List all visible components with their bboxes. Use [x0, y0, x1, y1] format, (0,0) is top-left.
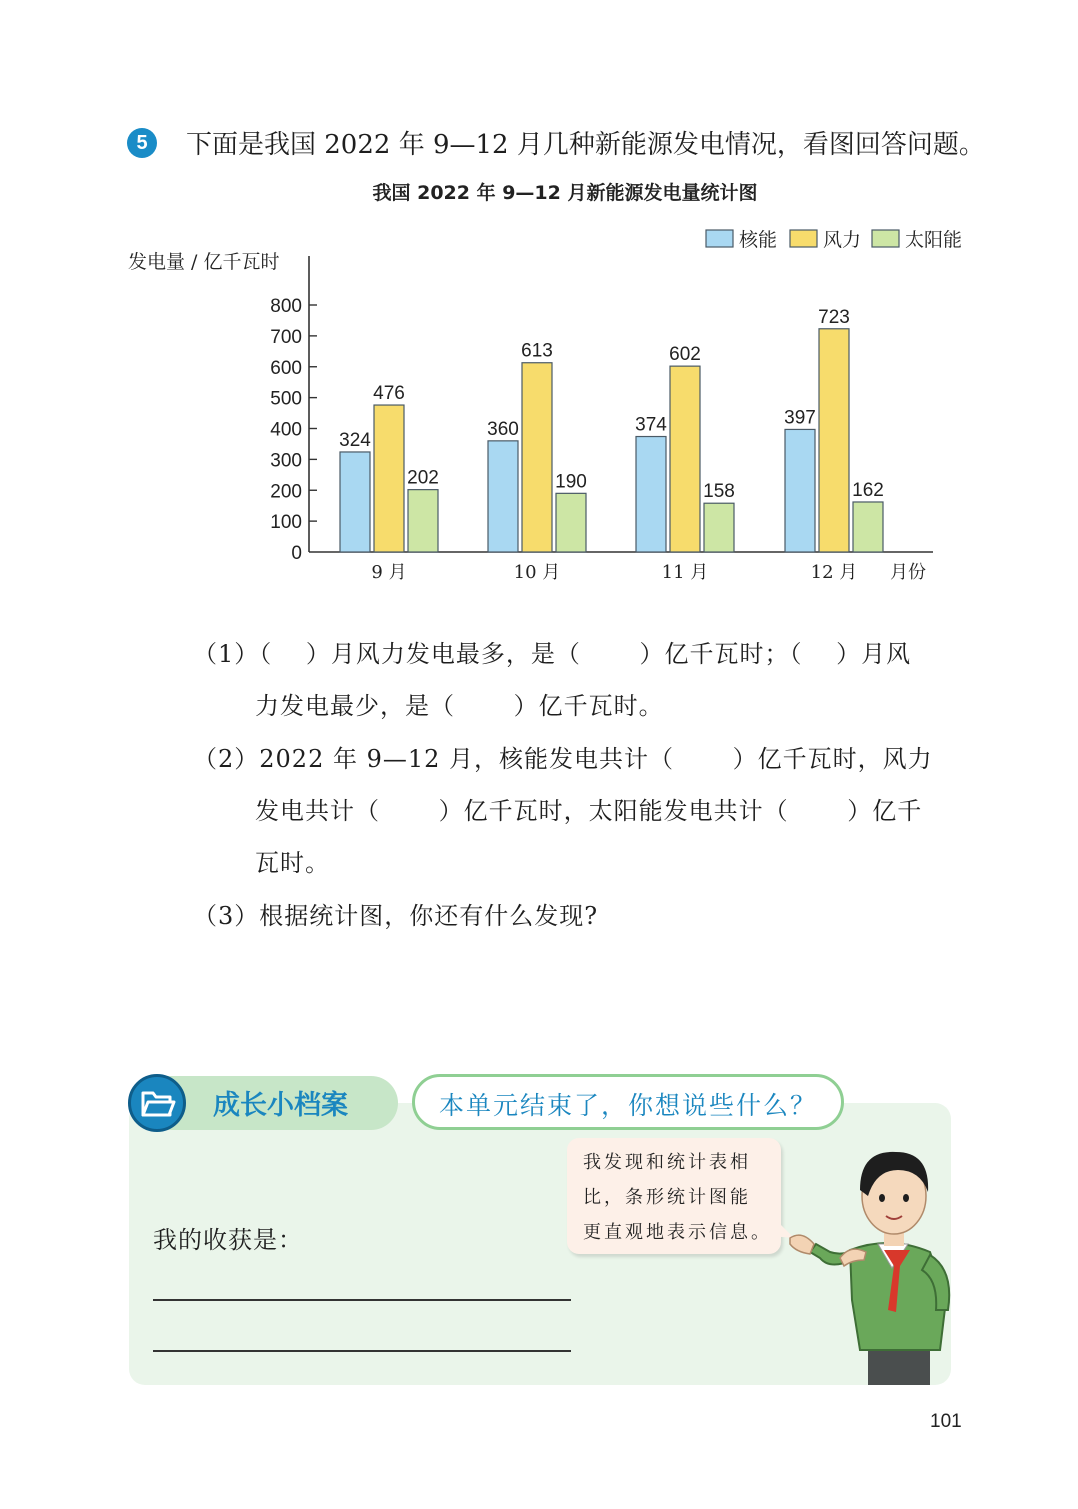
bar: [670, 366, 700, 552]
speech-line-1: 我发现和统计表相: [583, 1152, 751, 1173]
bar: [704, 503, 734, 552]
y-tick-label: 0: [291, 543, 302, 564]
bar-value-label: 162: [852, 479, 884, 501]
x-ticks: [371, 562, 857, 583]
speech-line-2: 比，条形统计图能: [583, 1187, 751, 1208]
problem-statement: 下面是我国 2022 年 9—12 月几种新能源发电情况，看图回答问题。: [186, 130, 985, 160]
bar-value-label: 202: [407, 467, 439, 489]
y-tick-label: 800: [270, 296, 302, 317]
chart-legend: [706, 229, 962, 251]
question-1-line-2: 力发电最少，是（ ）亿千瓦时。: [255, 692, 664, 720]
legend-label: 风力: [823, 229, 862, 251]
student-illustration: [780, 1140, 960, 1385]
y-tick-label: 700: [270, 326, 302, 348]
bar-value-label: 190: [555, 471, 587, 493]
bar: [340, 452, 370, 552]
x-tick-label: 11 月: [661, 562, 709, 583]
archive-title: 成长小档案: [213, 1090, 348, 1121]
legend-swatch: [872, 230, 899, 247]
bar-chart: [0, 0, 1078, 600]
bar: [853, 502, 883, 552]
x-tick-label: 9 月: [371, 562, 407, 583]
bar: [636, 437, 666, 552]
bar-value-label: 158: [703, 481, 735, 503]
bar-value-label: 360: [487, 418, 519, 440]
legend-label: 太阳能: [905, 229, 963, 251]
folder-icon: [128, 1074, 186, 1132]
bar: [556, 493, 586, 552]
bar: [374, 405, 404, 552]
bar: [785, 429, 815, 552]
y-tick-label: 200: [270, 481, 302, 503]
legend-label: 核能: [739, 229, 778, 251]
bar-value-label: 397: [784, 407, 816, 429]
y-tick-label: 500: [270, 388, 302, 410]
answer-line-2[interactable]: [153, 1350, 571, 1352]
x-axis-label: 月份: [890, 562, 926, 583]
bar-value-label: 324: [339, 429, 371, 451]
y-tick-label: 300: [270, 450, 302, 472]
question-3-line-1: （3）根据统计图，你还有什么发现?: [193, 902, 599, 930]
legend-swatch: [790, 230, 817, 247]
y-tick-label: 400: [270, 419, 302, 441]
speech-line-3: 更直观地表示信息。: [583, 1222, 772, 1243]
y-ticks: [270, 296, 317, 564]
x-tick-label: 12 月: [810, 562, 858, 583]
answer-line-1[interactable]: [153, 1299, 571, 1301]
bar-value-label: 613: [521, 340, 553, 362]
y-axis-label: 发电量 / 亿千瓦时: [128, 251, 280, 273]
bar-value-label: 374: [635, 414, 667, 436]
chart-title: 我国 2022 年 9—12 月新能源发电量统计图: [372, 182, 758, 204]
legend-swatch: [706, 230, 733, 247]
harvest-label: 我的收获是：: [153, 1226, 303, 1254]
problem-number-badge: 5: [127, 128, 157, 158]
question-2-line-1: （2）2022 年 9—12 月，核能发电共计（ ）亿千瓦时，风力: [193, 745, 933, 773]
bar-value-label: 602: [669, 344, 701, 366]
question-2-line-2: 发电共计（ ）亿千瓦时，太阳能发电共计（ ）亿千: [255, 797, 923, 825]
bar-group: [339, 307, 884, 552]
question-1-line-1: （1）（ ）月风力发电最多，是（ ）亿千瓦时；（ ）月风: [193, 640, 912, 668]
bar-value-label: 476: [373, 383, 405, 405]
prompt-text: 本单元结束了，你想说些什么？: [438, 1091, 817, 1120]
x-tick-label: 10 月: [513, 562, 561, 583]
question-2-line-3: 瓦时。: [255, 849, 330, 877]
bar: [488, 441, 518, 552]
y-tick-label: 600: [270, 357, 302, 379]
bar: [819, 329, 849, 552]
bar: [522, 363, 552, 552]
page-number: 101: [930, 1411, 962, 1432]
bar: [408, 490, 438, 552]
bar-value-label: 723: [818, 306, 850, 328]
y-tick-label: 100: [270, 512, 302, 534]
